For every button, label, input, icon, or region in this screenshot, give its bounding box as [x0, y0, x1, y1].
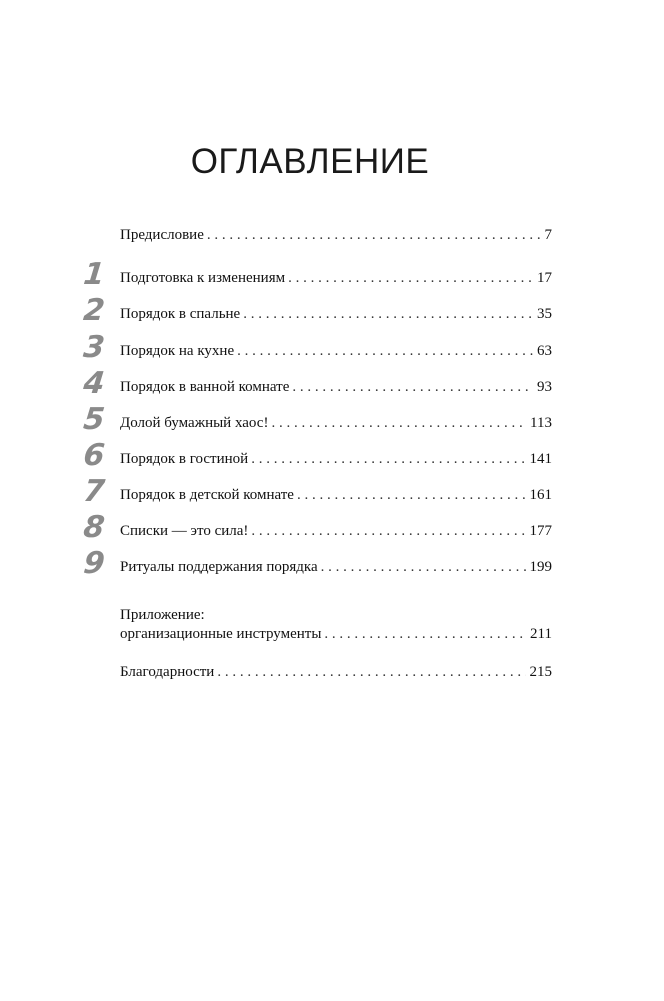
toc-leader-dots — [271, 414, 526, 433]
toc-leader-dots — [207, 226, 541, 245]
toc-entry-chapter-5[interactable] — [120, 414, 552, 433]
toc-page-number: 93 — [537, 379, 552, 395]
toc-entry-chapter-6[interactable] — [120, 450, 552, 469]
toc-entry-label: Порядок в гостиной — [120, 451, 249, 467]
toc-entry-label: Долой бумажный хаос! — [120, 415, 269, 431]
toc-entry-chapter-3[interactable] — [120, 342, 552, 361]
toc-entry-label: Списки — это сила! — [120, 523, 249, 539]
chapter-number-7: 7 — [81, 474, 107, 509]
page-title: ОГЛАВЛЕНИЕ — [190, 142, 430, 181]
toc-entry-appendix[interactable] — [120, 606, 552, 644]
toc-leader-dots — [217, 663, 525, 682]
toc-entry-label: Ритуалы поддержания порядка — [120, 559, 318, 575]
chapter-number-8: 8 — [81, 510, 107, 545]
toc-page-number: 215 — [529, 664, 552, 680]
toc-entry-label: Предисловие — [120, 227, 204, 243]
chapter-number-1: 1 — [81, 257, 107, 292]
toc-page-number: 141 — [529, 451, 552, 467]
toc-entry-preface[interactable] — [120, 226, 552, 245]
toc-entry-chapter-2[interactable] — [120, 305, 552, 324]
toc-page-number: 177 — [529, 523, 552, 539]
toc-entry-chapter-4[interactable] — [120, 378, 552, 397]
toc-page-number: 17 — [537, 270, 552, 286]
chapter-number-2: 2 — [81, 293, 107, 328]
toc-entry-chapter-7[interactable] — [120, 486, 552, 505]
toc-page-number: 35 — [537, 306, 552, 322]
chapter-number-6: 6 — [81, 438, 107, 473]
toc-page-number: 63 — [537, 343, 552, 359]
toc-entry-acknowledgements[interactable] — [120, 663, 552, 682]
toc-entry-chapter-1[interactable] — [120, 269, 552, 288]
toc-leader-dots — [292, 378, 533, 397]
toc-entry-label: организационные инструменты — [120, 626, 322, 642]
chapter-number-3: 3 — [81, 330, 107, 365]
toc-entry-label: Благодарности — [120, 664, 215, 680]
toc-leader-dots — [324, 625, 526, 644]
toc-leader-dots — [321, 558, 526, 577]
chapter-number-9: 9 — [81, 546, 107, 581]
toc-entry-label: Порядок в ванной комнате — [120, 379, 290, 395]
toc-entry-label: Подготовка к изменениям — [120, 270, 286, 286]
toc-entry-label: Порядок в детской комнате — [120, 487, 294, 503]
toc-leader-dots — [297, 486, 526, 505]
toc-leader-dots — [288, 269, 533, 288]
toc-leader-dots — [237, 342, 533, 361]
toc-page-number: 161 — [529, 487, 552, 503]
toc-page-number: 113 — [530, 415, 552, 431]
toc-entry-chapter-9[interactable] — [120, 558, 552, 577]
chapter-number-5: 5 — [81, 402, 107, 437]
toc-leader-dots — [243, 305, 533, 324]
toc-page-number: 199 — [529, 559, 552, 575]
toc-page-number: 211 — [530, 626, 552, 642]
toc-entry-chapter-8[interactable] — [120, 522, 552, 541]
toc-entry-label: Порядок в спальне — [120, 306, 241, 322]
chapter-number-4: 4 — [81, 366, 107, 401]
toc-entry-label: Порядок на кухне — [120, 343, 235, 359]
toc-leader-dots — [251, 522, 525, 541]
toc-leader-dots — [251, 450, 525, 469]
toc-entry-label-first-line: Приложение: — [120, 607, 205, 623]
toc-page-number: 7 — [544, 227, 552, 243]
